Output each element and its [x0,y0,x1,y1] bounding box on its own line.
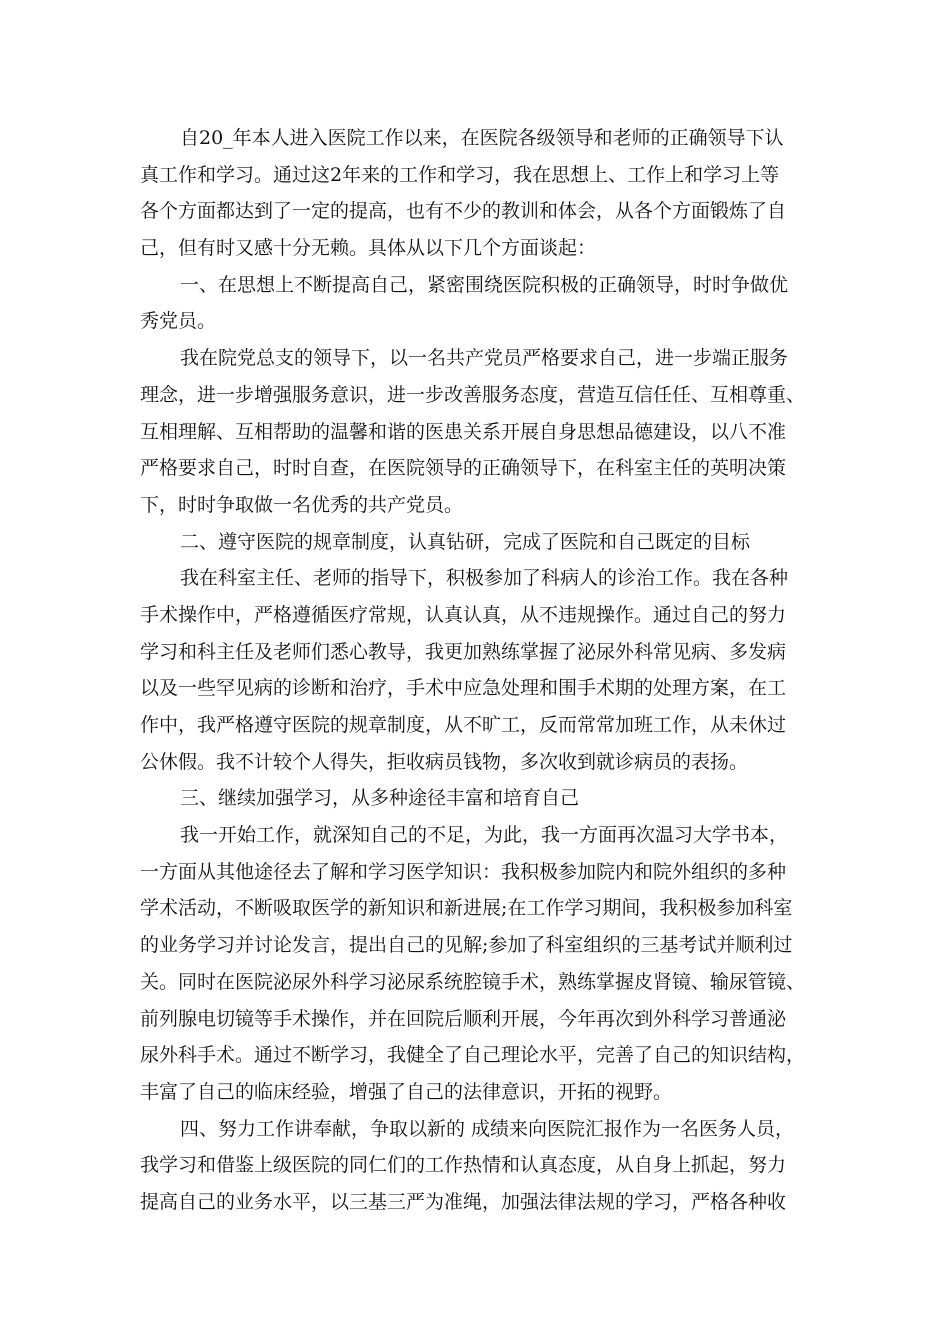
document-text-line: 四、努力工作讲奉献，争取以新的 成绩来向医院汇报作为一名医务人员， [180,1117,795,1140]
document-text-line: 我一开始工作，就深知自己的不足，为此，我一方面再次温习大学书本， [180,824,789,847]
document-text-line: 一、在思想上不断提高自己，紧密围绕医院积极的正确领导，时时争做优 [180,273,789,296]
document-body [140,120,810,1221]
document-text-line: 己，但有时又感十分无赖。具体从以下几个方面谈起： [140,237,597,260]
document-text-line: 下，时时争取做一名优秀的共产党员。 [140,493,464,516]
document-text-line: 互相理解、互相帮助的温馨和谐的医患关系开展自身思想品德建设，以八不准 [140,420,787,443]
document-text-line: 提高自己的业务水平，以三基三严为准绳，加强法律法规的学习，严格各种收 [140,1190,787,1213]
document-text-line: 我在院党总支的领导下，以一名共产党员严格要求自己，进一步端正服务 [180,347,789,370]
document-text-line: 一方面从其他途径去了解和学习医学知识：我积极参加院内和院外组织的多种 [140,860,787,883]
document-text-line: 作中，我严格遵守医院的规章制度，从不旷工，反而常常加班工作，从未休过 [140,714,787,736]
document-text-line: 公休假。我不计较个人得失，拒收病员钱物，多次收到就诊病员的表扬。 [140,750,749,773]
document-text-line: 各个方面都达到了一定的提高，也有不少的教训和体会，从各个方面锻炼了自 [140,200,787,223]
document-text-line: 真工作和学习。通过这2年来的工作和学习，我在思想上、工作上和学习上等 [140,163,780,186]
document-text-line: 理念，进一步增强服务意识，进一步改善服务态度，营造互信任任、互相尊重、 [140,383,806,406]
document-text-line: 秀党员。 [140,310,217,333]
document-text-line: 的业务学习并讨论发言，提出自己的见解;参加了科室组织的三基考试并顺利过 [140,934,793,957]
document-text-line: 学术活动，不断吸取医学的新知识和新进展;在工作学习期间，我积极参加科室 [140,897,793,920]
document-text-line: 关。同时在医院泌尿外科学习泌尿系统腔镜手术，熟练掌握皮肾镜、输尿管镜、 [140,970,806,993]
document-text-line: 学习和科主任及老师们悉心教导，我更加熟练掌握了泌尿外科常见病、多发病 [140,640,787,663]
document-text-line: 严格要求自己，时时自查，在医院领导的正确领导下，在科室主任的英明决策 [140,457,787,480]
document-text-line: 手术操作中，严格遵循医疗常规，认真认真，从不违规操作。通过自己的努力 [140,603,787,626]
document-text-line: 三、继续加强学习，从多种途径丰富和培育自己 [180,787,580,810]
document-text-line: 自20_年本人进入医院工作以来，在医院各级领导和老师的正确领导下认 [180,127,784,149]
document-text-line: 尿外科手术。通过不断学习，我健全了自己理论水平，完善了自己的知识结构， [140,1044,806,1067]
document-text-line: 丰富了自己的临床经验，增强了自己的法律意识，开拓的视野。 [140,1080,673,1103]
document-text-line: 以及一些罕见病的诊断和治疗，手术中应急处理和围手术期的处理方案，在工 [140,677,787,700]
document-text-line: 我在科室主任、老师的指导下，积极参加了科病人的诊治工作。我在各种 [180,567,789,590]
document-text-line: 我学习和借鉴上级医院的同仁们的工作热情和认真态度，从自身上抓起，努力 [140,1154,787,1177]
document-text-line: 前列腺电切镜等手术操作，并在回院后顺利开展，今年再次到外科学习普通泌 [140,1007,787,1030]
document-text-line: 二、遵守医院的规章制度，认真钻研，完成了医院和自己既定的目标 [180,530,751,553]
